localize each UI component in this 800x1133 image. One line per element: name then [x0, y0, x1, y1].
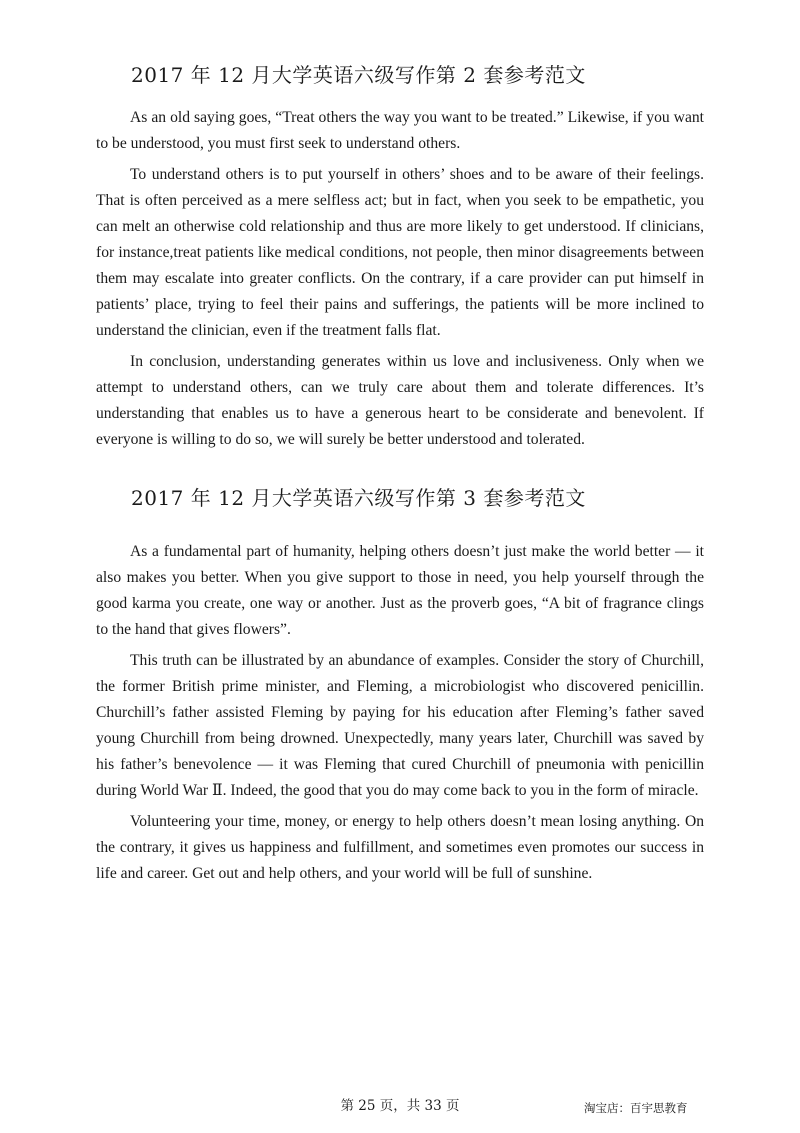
- paragraph: As an old saying goes, “Treat others the way you want to be treated.” Likewise, if you want to be understood, you must first seek to understand others.: [96, 109, 704, 152]
- section-heading: 2017 年 12 月大学英语六级写作第 2 套参考范文: [131, 63, 586, 87]
- essay-section-2: [96, 60, 704, 453]
- paragraph: To understand others is to put yourself in others’ shoes and to be aware of their feelings. That is often perceived as a mere selfless act; but in fact, when you seek to be empathetic, you can melt an otherwise cold relationship and thus are more likely to get understood. If clinicians, for instance,treat patients like medical conditions, not people, then minor disagreements between them may escalate into greater conflicts. On the contrary, if a care provider can put himself in patients’ place, trying to feel their pains and sufferings, the patients will be more inclined to understand the clinician, even if the treatment falls flat.: [96, 166, 704, 339]
- paragraph: Volunteering your time, money, or energy to help others doesn’t mean losing anything. On the contrary, it gives us happiness and fulfillment, and sometimes even promotes our success in life and career. Get out and help others, and your world will be full of sunshine.: [96, 813, 704, 882]
- paragraph: This truth can be illustrated by an abundance of examples. Consider the story of Churchill, the former British prime minister, and Fleming, a microbiologist who discovered penicillin. Churchill’s father assisted Fleming by paying for his education after Fleming’s father saved young Churchill from being drowned. Unexpectedly, many years later, Churchill was saved by his father’s benevolence — it was Fleming that cured Churchill of pneumonia with penicillin during World War Ⅱ. Indeed, the good that you do may come back to you in the form of miracle.: [96, 652, 704, 799]
- page-number: 第 25 页，共 33 页: [340, 1098, 460, 1114]
- section-heading: 2017 年 12 月大学英语六级写作第 3 套参考范文: [131, 486, 586, 510]
- paragraph: As a fundamental part of humanity, helping others doesn’t just make the world better — it also makes you better. When you give support to those in need, you help yourself through the good karma you create, one way or another. Just as the proverb goes, “A bit of fragrance clings to the hand that gives flowers”.: [96, 543, 704, 638]
- paragraph: In conclusion, understanding generates within us love and inclusiveness. Only when we attempt to understand others, can we truly care about them and tolerate differences. It’s understanding that enables us to have a generous heart to be considerate and benevolent. If everyone is willing to do so, we will surely be better understood and tolerated.: [96, 353, 704, 448]
- essay-section-3: [96, 483, 704, 887]
- shop-label: 淘宝店：百宇思教育: [584, 1101, 688, 1115]
